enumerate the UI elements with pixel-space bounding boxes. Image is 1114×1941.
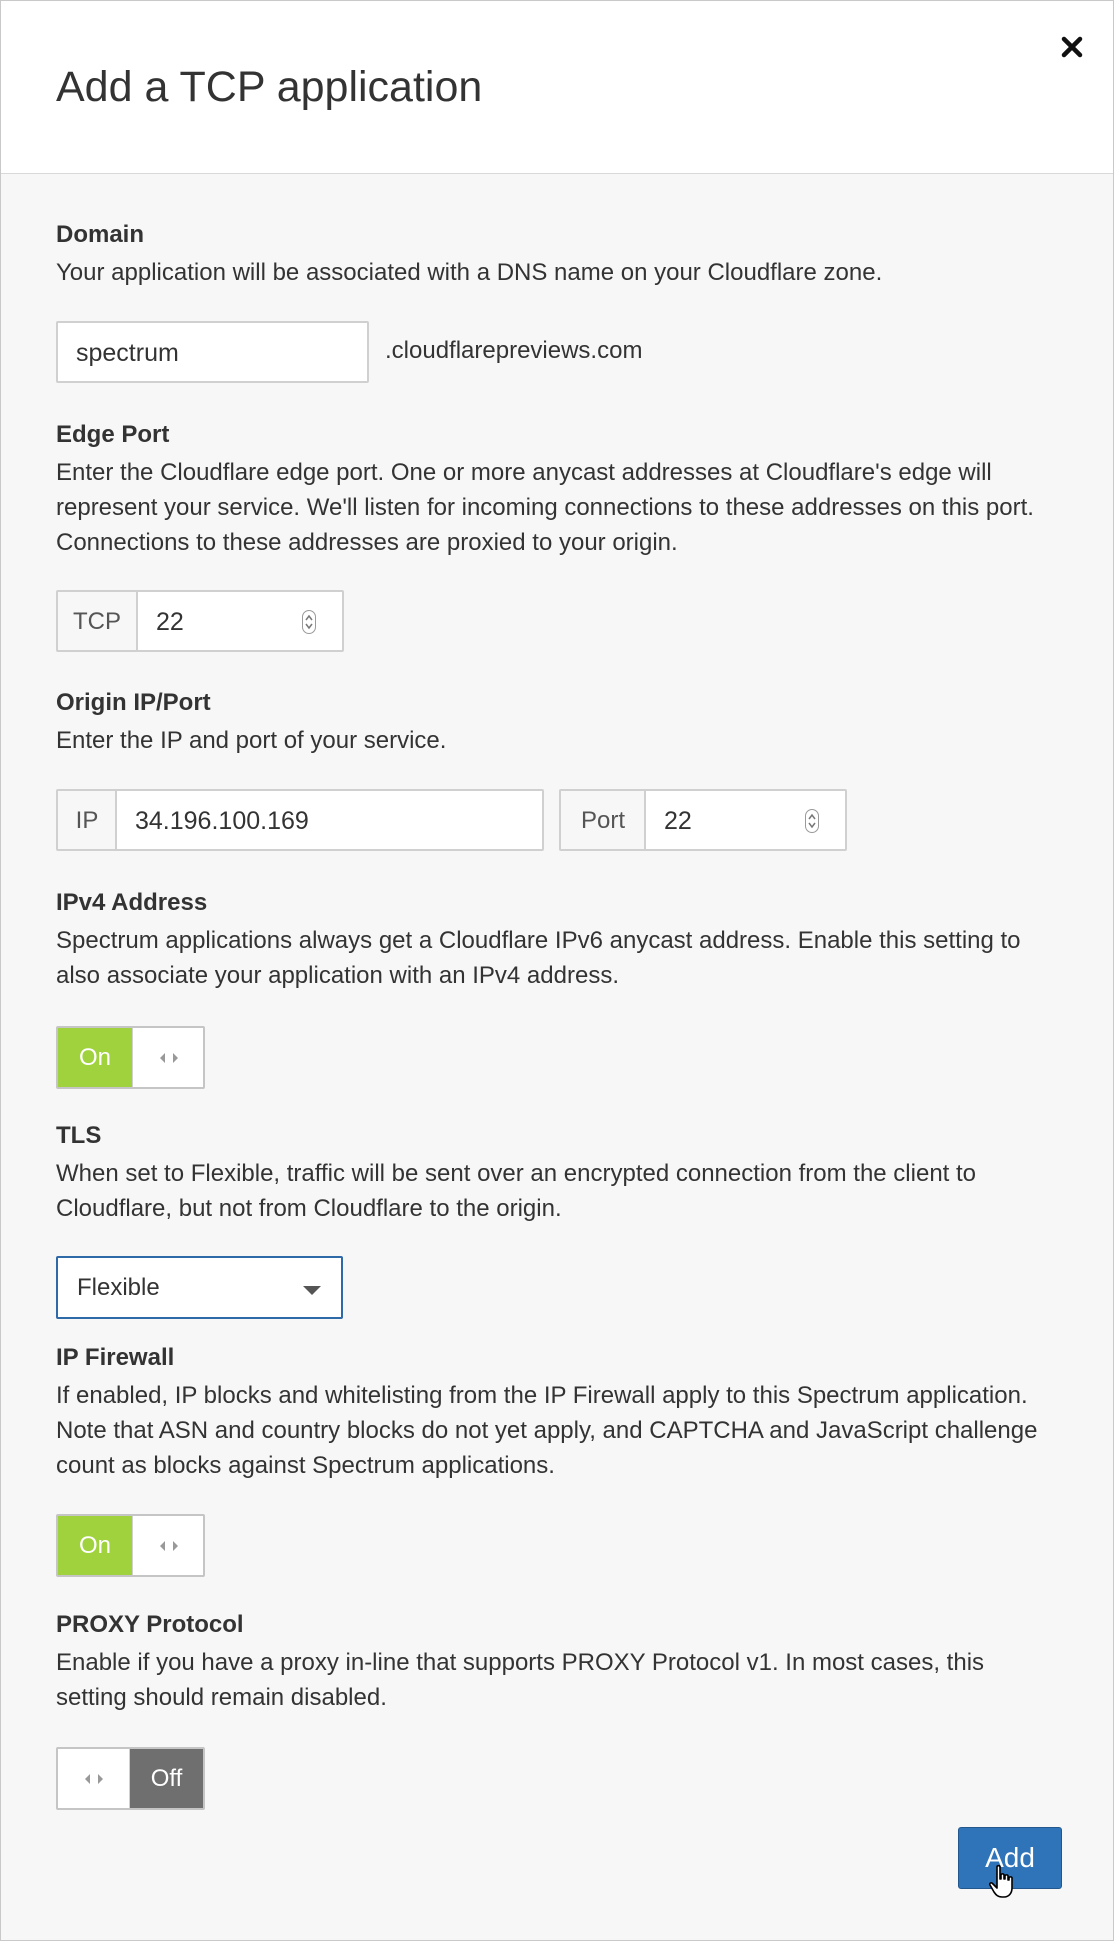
stepper-icon[interactable] (302, 610, 316, 634)
origin-ip-addon (56, 789, 118, 851)
drag-arrows-icon (157, 1051, 181, 1065)
ipv4-toggle-state: On (58, 1028, 132, 1087)
add-button[interactable]: Add (958, 1827, 1062, 1889)
edge-port-description: Enter the Cloudflare edge port. One or more anycast addresses at Cloudflare's edge will represent your service. We'll listen for incoming connections to these addresses on this port. Connections to these addresses are proxied to your origin. (56, 459, 1034, 556)
ip-firewall-toggle-state: On (58, 1516, 132, 1575)
origin-ip-input[interactable] (115, 789, 544, 851)
ipv4-description: Spectrum applications always get a Cloudflare IPv6 anycast address. Enable this setting to also associate your application with an IPv4 address. (56, 927, 1021, 989)
origin-title: Origin IP/Port (56, 689, 211, 716)
origin-description: Enter the IP and port of your service. (56, 727, 447, 754)
domain-title: Domain (56, 221, 145, 248)
origin-port-label: Port (580, 807, 625, 834)
proxy-protocol-description: Enable if you have a proxy in-line that supports PROXY Protocol v1. In most cases, this setting should remain disabled. (56, 1649, 985, 1711)
chevron-down-icon (303, 1286, 321, 1296)
origin-ip-label: IP (75, 807, 99, 834)
origin-port-addon (559, 789, 647, 851)
proxy-protocol-section (56, 1609, 1056, 1715)
stepper-icon[interactable] (805, 809, 819, 833)
close-icon[interactable] (1053, 28, 1091, 66)
origin-port-value: 22 (664, 807, 692, 835)
proxy-protocol-toggle[interactable] (56, 1747, 205, 1810)
origin-port-input[interactable] (644, 789, 847, 851)
edge-port-protocol-addon (56, 590, 138, 652)
proxy-protocol-toggle-state: Off (130, 1749, 203, 1808)
tls-select[interactable] (56, 1256, 343, 1319)
drag-arrows-icon (157, 1539, 181, 1553)
origin-section (56, 687, 1056, 758)
domain-suffix: .cloudflarepreviews.com (385, 337, 643, 364)
tls-title: TLS (56, 1122, 102, 1149)
tls-section (56, 1120, 1056, 1226)
ip-firewall-section (56, 1342, 1056, 1483)
tls-selected-value: Flexible (77, 1274, 160, 1301)
edge-port-title: Edge Port (56, 421, 170, 448)
ip-firewall-title: IP Firewall (56, 1344, 175, 1371)
ipv4-toggle[interactable] (56, 1026, 205, 1089)
ipv4-section (56, 887, 1056, 993)
dialog-header (1, 1, 1113, 174)
domain-section (56, 219, 1056, 290)
domain-description: Your application will be associated with a DNS name on your Cloudflare zone. (56, 259, 883, 286)
edge-port-section (56, 419, 1056, 560)
origin-ip-value: 34.196.100.169 (135, 807, 309, 835)
ip-firewall-description: If enabled, IP blocks and whitelisting from the IP Firewall apply to this Spectrum application. Note that ASN and country blocks do not yet apply, and CAPTCHA and JavaScript challenge count as blocks against Spectrum applications. (56, 1382, 1038, 1479)
dialog-title: Add a TCP application (56, 63, 483, 111)
ip-firewall-toggle[interactable] (56, 1514, 205, 1577)
hand-cursor-icon (988, 1864, 1018, 1900)
domain-input-value: spectrum (76, 339, 179, 367)
toggle-handle (132, 1516, 203, 1575)
toggle-handle (132, 1028, 203, 1087)
tls-description: When set to Flexible, traffic will be sent over an encrypted connection from the client to Cloudflare, but not from Cloudflare to the origin. (56, 1160, 977, 1222)
ipv4-title: IPv4 Address (56, 889, 208, 916)
edge-port-input[interactable] (136, 590, 344, 652)
domain-input[interactable] (56, 321, 369, 383)
edge-port-protocol-label: TCP (73, 608, 121, 635)
toggle-handle (58, 1749, 130, 1808)
edge-port-value: 22 (156, 608, 184, 636)
drag-arrows-icon (82, 1772, 106, 1786)
proxy-protocol-title: PROXY Protocol (56, 1611, 244, 1638)
